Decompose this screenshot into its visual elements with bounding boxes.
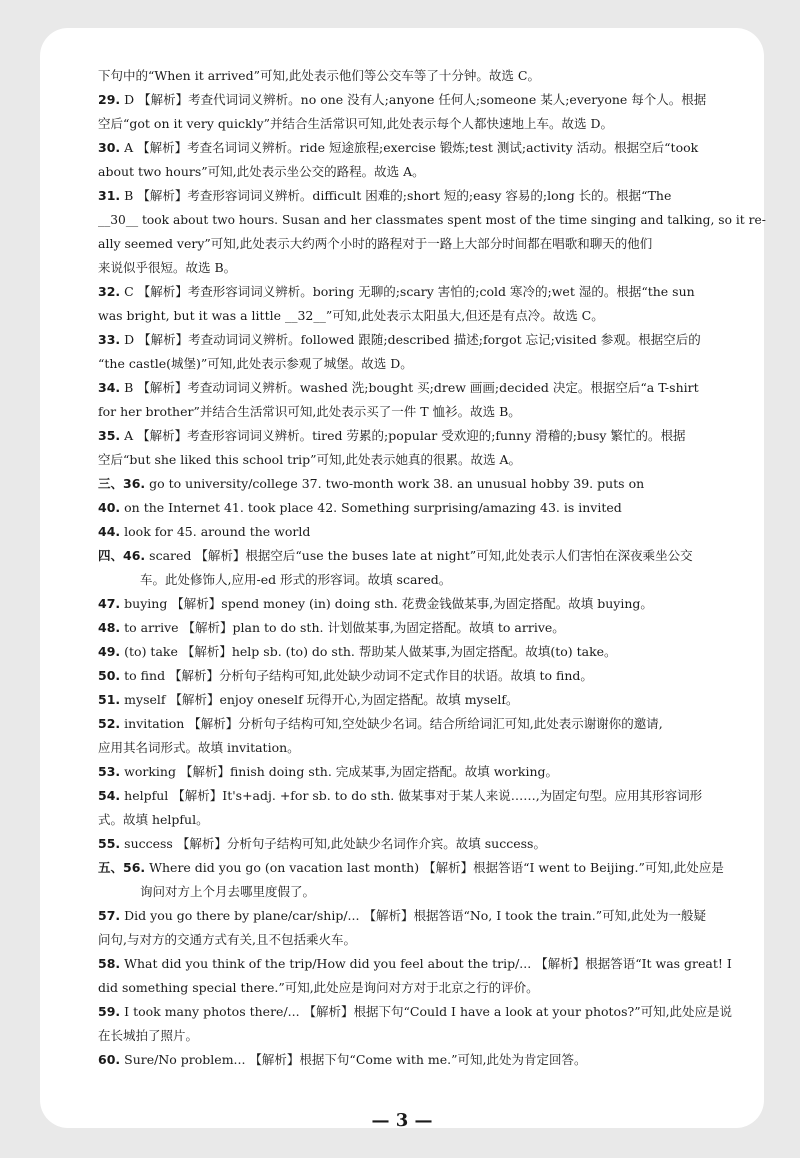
item-number: 47. bbox=[98, 596, 121, 611]
item-text: A 【解析】考查名词词义辨析。ride 短途旅程;exercise 锻炼;test 测试;activity 活动。根据空后“took bbox=[124, 140, 699, 155]
answer-continuation bbox=[98, 976, 772, 1000]
item-text: to arrive 【解析】plan to do sth. 计划做某事,为固定搭配。故填 to arrive。 bbox=[124, 620, 565, 635]
answer-item bbox=[98, 328, 772, 352]
item-text: “the castle(城堡)”可知,此处表示参观了城堡。故选 D。 bbox=[98, 356, 413, 371]
item-text: 式。故填 helpful。 bbox=[98, 812, 209, 827]
item-text: 空后“but she liked this school trip”可知,此处表示她真的很累。故选 A。 bbox=[98, 452, 522, 467]
item-number: 30. bbox=[98, 140, 121, 155]
answer-continuation bbox=[98, 256, 772, 280]
answer-item bbox=[98, 664, 772, 688]
item-text: 应用其名词形式。故填 invitation。 bbox=[98, 740, 300, 755]
item-text: A 【解析】考查形容词词义辨析。tired 劳累的;popular 受欢迎的;funny 滑稽的;busy 繁忙的。根据 bbox=[124, 428, 686, 443]
answer-item bbox=[98, 184, 772, 208]
item-number: 34. bbox=[98, 380, 121, 395]
answer-continuation bbox=[98, 808, 772, 832]
item-text: did something special there.”可知,此处应是询问对方对于北京之行的评价。 bbox=[98, 980, 539, 995]
item-text: D 【解析】考查代词词义辨析。no one 没有人;anyone 任何人;someone 某人;everyone 每个人。根据 bbox=[124, 92, 707, 107]
item-text: Where did you go (on vacation last month) 【解析】根据答语“I went to Beijing.”可知,此处应是 bbox=[149, 860, 724, 875]
answer-continuation bbox=[98, 928, 772, 952]
answer-item bbox=[98, 1048, 772, 1072]
item-number: 59. bbox=[98, 1004, 121, 1019]
item-text: buying 【解析】spend money (in) doing sth. 花费金钱做某事,为固定搭配。故填 buying。 bbox=[124, 596, 653, 611]
answer-item bbox=[98, 640, 772, 664]
answer-continuation bbox=[98, 352, 772, 376]
item-number: 35. bbox=[98, 428, 121, 443]
item-text: ally seemed very”可知,此处表示大约两个小时的路程对于一路上大部分时间都在唱歌和聊天的他们 bbox=[98, 236, 653, 251]
item-number: 33. bbox=[98, 332, 121, 347]
item-number: 51. bbox=[98, 692, 121, 707]
item-number: 四、46. bbox=[98, 548, 146, 563]
answer-continuation bbox=[98, 736, 772, 760]
answer-item bbox=[98, 544, 772, 568]
answer-item bbox=[98, 712, 772, 736]
item-text: 空后“got on it very quickly”并结合生活常识可知,此处表示每个人都快速地上车。故选 D。 bbox=[98, 116, 613, 131]
page-number: — 3 — bbox=[371, 1110, 433, 1131]
item-text: 在长城拍了照片。 bbox=[98, 1028, 199, 1043]
item-text: on the Internet 41. took place 42. Something surprising/amazing 43. is invited bbox=[124, 500, 622, 515]
item-text: working 【解析】finish doing sth. 完成某事,为固定搭配。故填 working。 bbox=[124, 764, 559, 779]
item-text: B 【解析】考查形容词词义辨析。difficult 困难的;short 短的;easy 容易的;long 长的。根据“The bbox=[124, 188, 672, 203]
item-text: What did you think of the trip/How did you feel about the trip/... 【解析】根据答语“It was great! I bbox=[124, 956, 732, 971]
item-text: for her brother”并结合生活常识可知,此处表示买了一件 T 恤衫。故选 B。 bbox=[98, 404, 521, 419]
answer-item bbox=[98, 1000, 772, 1024]
answer-continuation bbox=[98, 304, 772, 328]
item-text: B 【解析】考查动词词义辨析。washed 洗;bought 买;drew 画画;decided 决定。根据空后“a T-shirt bbox=[124, 380, 699, 395]
item-number: 52. bbox=[98, 716, 121, 731]
answer-item bbox=[98, 760, 772, 784]
item-text: 问句,与对方的交通方式有关,且不包括乘火车。 bbox=[98, 932, 356, 947]
answer-item bbox=[98, 856, 772, 880]
answer-content bbox=[98, 64, 772, 1072]
item-number: 53. bbox=[98, 764, 121, 779]
answer-continuation bbox=[98, 880, 772, 904]
item-number: 31. bbox=[98, 188, 121, 203]
item-text: (to) take 【解析】help sb. (to) do sth. 帮助某人做某事,为固定搭配。故填(to) take。 bbox=[124, 644, 617, 659]
item-text: was bright, but it was a little __32__”可知,此处表示太阳虽大,但还是有点冷。故选 C。 bbox=[98, 308, 604, 323]
answer-item bbox=[98, 784, 772, 808]
answer-continuation bbox=[98, 1024, 772, 1048]
item-text: scared 【解析】根据空后“use the buses late at night”可知,此处表示人们害怕在深夜乘坐公交 bbox=[149, 548, 693, 563]
item-number: 50. bbox=[98, 668, 121, 683]
item-text: 询问对方上个月去哪里度假了。 bbox=[140, 884, 316, 899]
item-text: Did you go there by plane/car/ship/... 【解析】根据答语“No, I took the train.”可知,此处为一般疑 bbox=[124, 908, 707, 923]
answer-continuation bbox=[98, 232, 772, 256]
answer-item bbox=[98, 376, 772, 400]
item-number: 三、36. bbox=[98, 476, 146, 491]
item-number: 40. bbox=[98, 500, 121, 515]
item-text: look for 45. around the world bbox=[124, 524, 311, 539]
answer-item bbox=[98, 424, 772, 448]
answer-item bbox=[98, 472, 772, 496]
answer-continuation bbox=[98, 64, 772, 88]
item-text: success 【解析】分析句子结构可知,此处缺少名词作介宾。故填 success。 bbox=[124, 836, 546, 851]
answer-continuation bbox=[98, 448, 772, 472]
item-text: 车。此处修饰人,应用-ed 形式的形容词。故填 scared。 bbox=[140, 572, 452, 587]
item-number: 54. bbox=[98, 788, 121, 803]
answer-item bbox=[98, 520, 772, 544]
answer-item bbox=[98, 136, 772, 160]
item-text: I took many photos there/... 【解析】根据下句“Could I have a look at your photos?”可知,此处应是说 bbox=[124, 1004, 733, 1019]
answer-item bbox=[98, 592, 772, 616]
item-number: 60. bbox=[98, 1052, 121, 1067]
answer-continuation bbox=[98, 568, 772, 592]
item-number: 44. bbox=[98, 524, 121, 539]
answer-item bbox=[98, 616, 772, 640]
item-number: 57. bbox=[98, 908, 121, 923]
item-text: myself 【解析】enjoy oneself 玩得开心,为固定搭配。故填 myself。 bbox=[124, 692, 519, 707]
answer-continuation bbox=[98, 112, 772, 136]
item-text: D 【解析】考查动词词义辨析。followed 跟随;described 描述;forgot 忘记;visited 参观。根据空后的 bbox=[124, 332, 701, 347]
item-text: Sure/No problem... 【解析】根据下句“Come with me.”可知,此处为肯定回答。 bbox=[124, 1052, 587, 1067]
item-text: 来说似乎很短。故选 B。 bbox=[98, 260, 237, 275]
answer-item bbox=[98, 88, 772, 112]
item-number: 五、56. bbox=[98, 860, 146, 875]
answer-item bbox=[98, 688, 772, 712]
answer-item bbox=[98, 952, 772, 976]
item-number: 29. bbox=[98, 92, 121, 107]
item-number: 48. bbox=[98, 620, 121, 635]
answer-item bbox=[98, 904, 772, 928]
answer-item bbox=[98, 832, 772, 856]
answer-item bbox=[98, 280, 772, 304]
answer-item bbox=[98, 496, 772, 520]
item-number: 55. bbox=[98, 836, 121, 851]
item-text: about two hours”可知,此处表示坐公交的路程。故选 A。 bbox=[98, 164, 425, 179]
item-number: 49. bbox=[98, 644, 121, 659]
answer-page bbox=[40, 28, 766, 1131]
item-text: 下句中的“When it arrived”可知,此处表示他们等公交车等了十分钟。故选 C。 bbox=[98, 68, 540, 83]
answer-continuation bbox=[98, 400, 772, 424]
item-text: invitation 【解析】分析句子结构可知,空处缺少名词。结合所给词汇可知,此处表示谢谢你的邀请, bbox=[124, 716, 663, 731]
item-number: 58. bbox=[98, 956, 121, 971]
item-number: 32. bbox=[98, 284, 121, 299]
answer-continuation bbox=[98, 208, 772, 232]
item-text: __30__ took about two hours. Susan and her classmates spent most of the time singing and talking, so it re- bbox=[98, 213, 766, 227]
item-text: helpful 【解析】It's+adj. +for sb. to do sth. 做某事对于某人来说……,为固定句型。应用其形容词形 bbox=[124, 788, 703, 803]
item-text: go to university/college 37. two-month work 38. an unusual hobby 39. puts on bbox=[149, 476, 645, 491]
item-text: C 【解析】考查形容词词义辨析。boring 无聊的;scary 害怕的;cold 寒冷的;wet 湿的。根据“the sun bbox=[124, 284, 695, 299]
item-text: to find 【解析】分析句子结构可知,此处缺少动词不定式作目的状语。故填 to find。 bbox=[124, 668, 593, 683]
answer-continuation bbox=[98, 160, 772, 184]
